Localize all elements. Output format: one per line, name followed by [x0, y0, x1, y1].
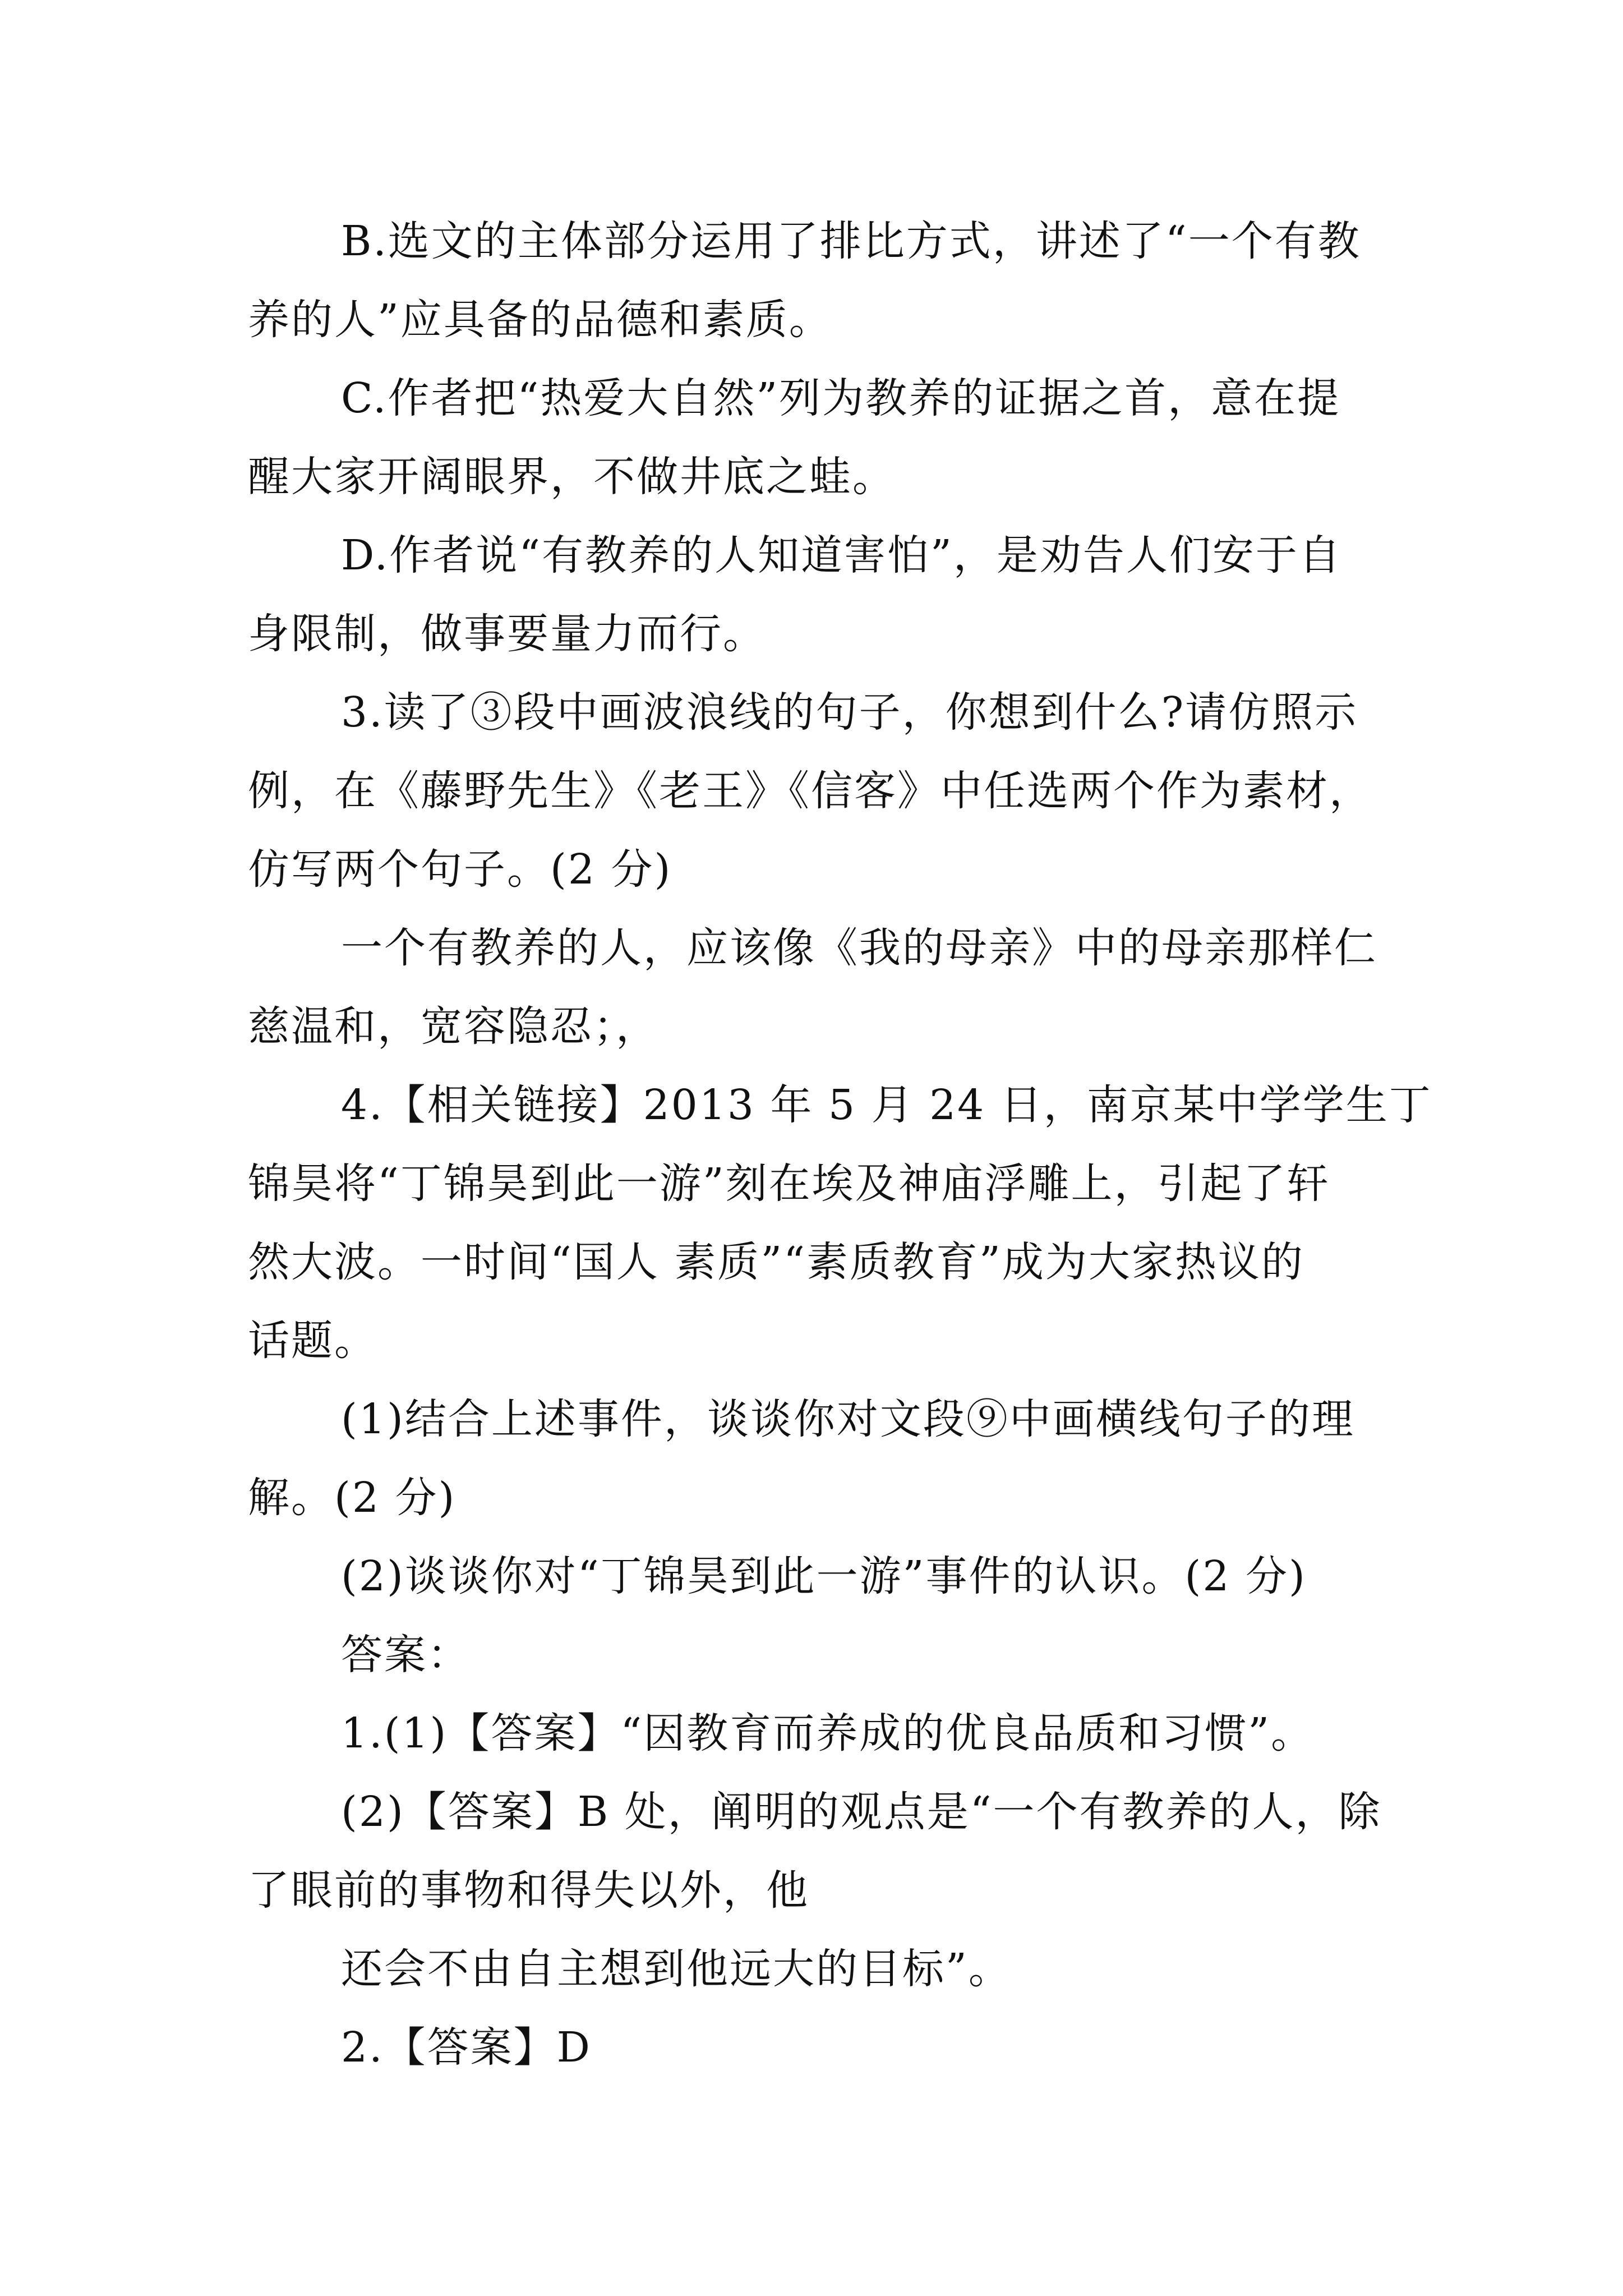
text-line: 锦昊将“丁锦昊到此一游”刻在埃及神庙浮雕上，引起了轩 — [248, 1159, 1330, 1208]
text-line: (1)结合上述事件，谈谈你对文段⑨中画横线句子的理 — [341, 1395, 1355, 1443]
text-line: 一个有教养的人，应该像《我的母亲》中的母亲那样仁 — [341, 924, 1377, 972]
text-line: (2)谈谈你对“丁锦昊到此一游”事件的认识。(2 分) — [341, 1552, 1307, 1600]
text-line: 养的人”应具备的品德和素质。 — [248, 296, 832, 344]
text-line: 然大波。一时间“国人 素质”“素质教育”成为大家热议的 — [248, 1238, 1304, 1286]
text-line: 3.读了③段中画波浪线的句子，你想到什么?请仿照示 — [341, 688, 1358, 737]
text-line: D.作者说“有教养的人知道害怕”，是劝告人们安于自 — [341, 531, 1342, 579]
text-line: 仿写两个句子。(2 分) — [248, 845, 672, 894]
text-line: 身限制，做事要量力而行。 — [248, 610, 766, 658]
text-line: 答案： — [341, 1631, 471, 1679]
text-line: 解。(2 分) — [248, 1474, 457, 1522]
text-line: 例，在《藤野先生》《老王》《信客》中任选两个作为素材， — [248, 767, 1372, 815]
text-line: (2)【答案】B 处，阐明的观点是“一个有教养的人，除 — [341, 1788, 1382, 1836]
text-line: 2.【答案】D — [341, 2023, 592, 2072]
text-line: C.作者把“热爱大自然”列为教养的证据之首，意在提 — [341, 374, 1341, 422]
text-line: 还会不由自主想到他远大的目标”。 — [341, 1945, 1012, 1993]
text-line: B.选文的主体部分运用了排比方式，讲述了“一个有教 — [341, 217, 1361, 265]
text-line: 4.【相关链接】2013 年 5 月 24 日，南京某中学学生丁 — [341, 1081, 1432, 1129]
text-line: 1.(1)【答案】“因教育而养成的优良品质和习惯”。 — [341, 1709, 1315, 1757]
text-line: 话题。 — [248, 1317, 377, 1365]
text-line: 醒大家开阔眼界，不做井底之蛙。 — [248, 453, 896, 501]
text-line: 慈温和，宽容隐忍；， — [248, 1002, 659, 1051]
text-line: 了眼前的事物和得失以外，他 — [248, 1866, 809, 1915]
